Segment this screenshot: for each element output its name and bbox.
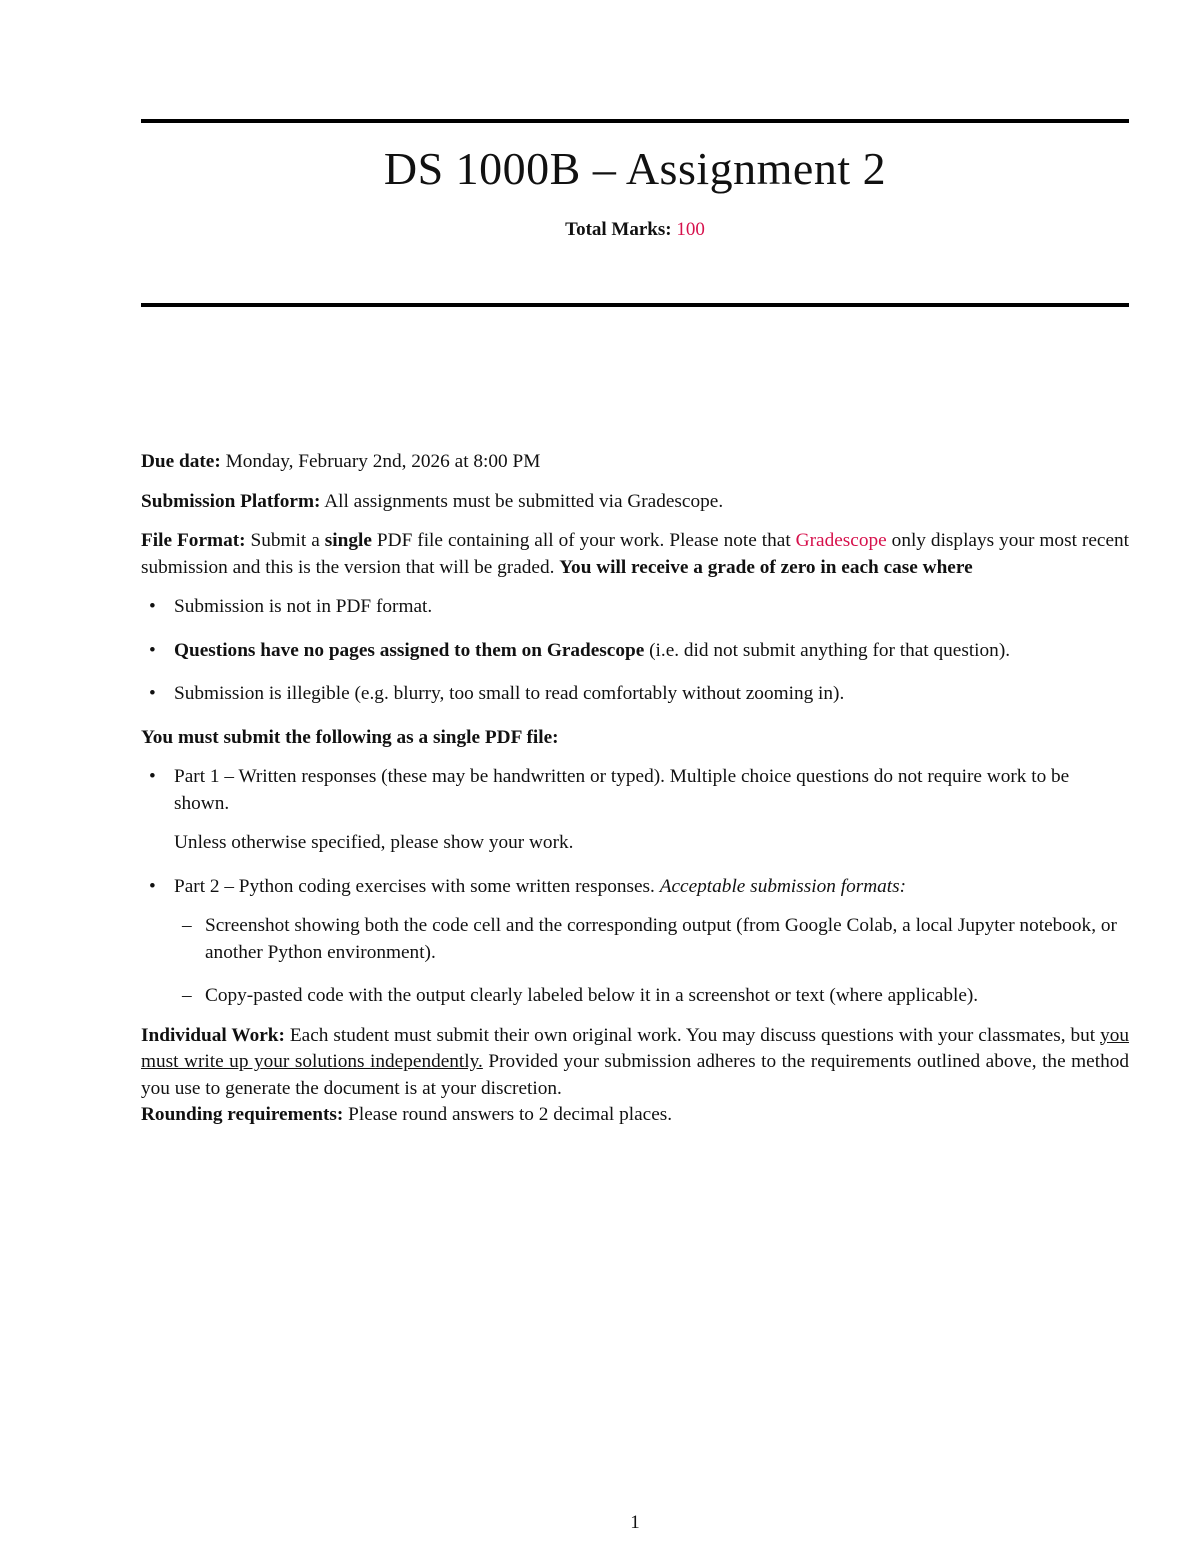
bullet-icon: • — [149, 766, 156, 787]
file-format-single: single — [324, 530, 372, 551]
format-text: Screenshot showing both the code cell and the corresponding output (from Google Colab, a local Jupyter notebook, or another Python environment). — [205, 915, 1117, 963]
file-format-text-1: Submit a — [250, 530, 320, 551]
list-item — [141, 594, 1129, 621]
format-text: Copy-pasted code with the output clearly labeled below it in a screenshot or text (where applicable). — [205, 985, 979, 1006]
file-format-text-3: only displays your most recent submission and this is the version that will be graded. — [141, 530, 1130, 578]
individual-work — [141, 1023, 1129, 1103]
rounding-text: Please round answers to 2 decimal places. — [348, 1104, 673, 1125]
submission-platform-label: Submission Platform: — [141, 490, 321, 512]
list-item-bold: Questions have no pages assigned to them on Gradescope — [174, 639, 645, 661]
submission-platform — [141, 489, 1129, 516]
list-item — [141, 638, 1129, 665]
top-rule — [141, 119, 1129, 123]
list-item — [174, 983, 1129, 1010]
rounding-label: Rounding requirements: — [141, 1104, 344, 1125]
zero-grade-list — [141, 594, 1129, 708]
file-format-label: File Format: — [141, 530, 246, 551]
list-item-part-1 — [141, 764, 1129, 857]
individual-work-underlined: you must write up your solutions independently. — [141, 1024, 1130, 1072]
submission-parts-list — [141, 764, 1129, 1010]
file-format-text-2: PDF file containing all of your work. Please note that — [376, 530, 791, 551]
due-date-label: Due date: — [141, 451, 221, 472]
part-2-formats-label: Acceptable submission formats: — [659, 875, 907, 897]
dash-icon: – — [182, 915, 192, 936]
submission-platform-text: All assignments must be submitted via Gradescope. — [324, 490, 724, 512]
dash-icon: – — [182, 985, 192, 1006]
instructions — [141, 449, 1129, 1129]
rounding-requirements — [141, 1102, 1129, 1129]
part-2-text: Part 2 – Python coding exercises with some written responses. — [174, 875, 655, 897]
zero-grade-warning: You will receive a grade of zero in each case where — [559, 556, 973, 578]
individual-work-text-2: Provided your submission adheres to the requirements outlined above, the method you use to generate the document is at your discretion. — [141, 1051, 1129, 1099]
list-item — [174, 913, 1129, 966]
submit-heading: You must submit the following as a single PDF file: — [141, 726, 559, 748]
bullet-icon: • — [149, 639, 156, 661]
list-item — [141, 681, 1129, 708]
due-date-text: Monday, February 2nd, 2026 at 8:00 PM — [225, 451, 541, 472]
due-date — [141, 449, 1129, 476]
bullet-icon: • — [149, 596, 156, 617]
page-title: DS 1000B – Assignment 2 — [383, 143, 887, 194]
bullet-icon: • — [149, 875, 156, 897]
individual-work-label: Individual Work: — [141, 1024, 285, 1046]
total-marks-value: 100 — [676, 219, 705, 240]
list-item-text: Submission is illegible (e.g. blurry, too small to read comfortably without zooming in). — [174, 683, 845, 704]
file-format — [141, 528, 1129, 581]
part-1-text: Part 1 – Written responses (these may be handwritten or typed). Multiple choice questions do not require work to be shown. — [174, 766, 1070, 814]
formats-list — [174, 913, 1129, 1010]
bullet-icon: • — [149, 683, 156, 704]
list-item-text: (i.e. did not submit anything for that question). — [649, 639, 1011, 661]
individual-work-text-1: Each student must submit their own original work. You may discuss questions with your classmates, but — [289, 1024, 1096, 1046]
gradescope-link[interactable]: Gradescope — [795, 530, 887, 551]
part-1-note: Unless otherwise specified, please show your work. — [174, 832, 574, 853]
total-marks-label: Total Marks: — [565, 219, 672, 240]
list-item-part-2 — [141, 874, 1129, 1010]
page-number: 1 — [630, 1512, 640, 1533]
list-item-text: Submission is not in PDF format. — [174, 596, 433, 617]
bottom-rule — [141, 303, 1129, 307]
total-marks — [141, 217, 1129, 243]
